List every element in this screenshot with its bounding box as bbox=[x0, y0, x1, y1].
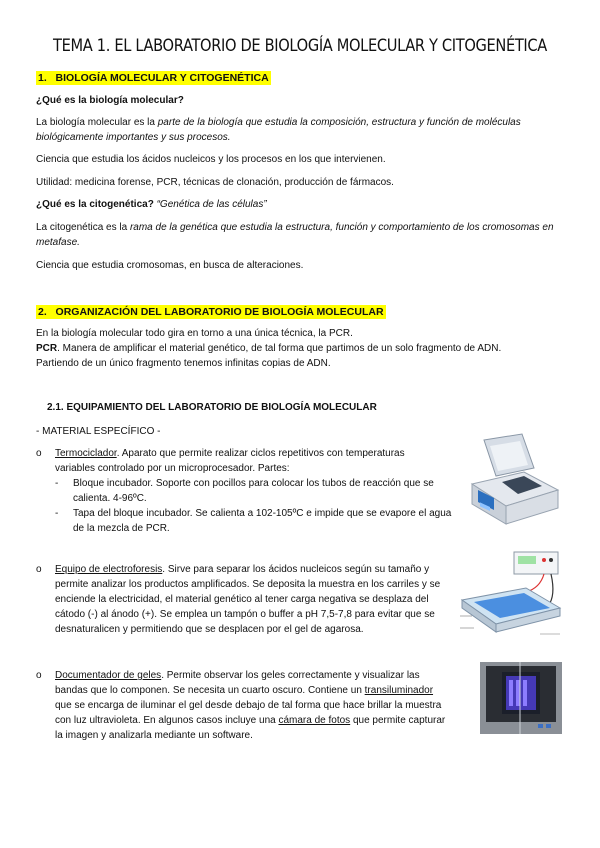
page-title: TEMA 1. EL LABORATORIO DE BIOLOGÍA MOLECULAR Y CITOGENÉTICA bbox=[53, 36, 547, 56]
bullet-termociclador: o bbox=[36, 448, 42, 459]
item-electroforesis: Equipo de electroforesis. Sirve para separar los ácidos nucleicos según su tamaño y permite analizar los productos amplificados. Se deposita la muestra en los carriles y se enciende la electricidad, el material genético al tener carga negativa se desplaza del cátodo (-) al ánodo (+). Se emplea un tampón o buffer a pH 7,5-7,8 para evitar que se desnaturalicen y permitiendo que se desplacen por el gel de agarosa. bbox=[55, 564, 441, 635]
section-1-number: 1. bbox=[38, 72, 47, 84]
thermocycler-image bbox=[462, 432, 564, 528]
section-1-heading bbox=[36, 68, 271, 86]
item-termociclador: Termociclador. Aparato que permite realizar ciclos repetitivos con temperaturas variables controlado por un microprocesador. Partes: bbox=[55, 448, 405, 474]
question-citogenetica: ¿Qué es la citogenética? “Genética de las células” bbox=[36, 199, 267, 210]
transiluminador-term: transiluminador bbox=[364, 685, 434, 696]
paragraph-utilidad: Utilidad: medicina forense, PCR, técnicas de clonación, producción de fármacos. bbox=[36, 177, 394, 188]
paragraph-biologia-molecular: La biología molecular es la parte de la biología que estudia la composición, estructura y función de moléculas biológicamente importantes y sus procesos. bbox=[36, 117, 521, 143]
part-tapa-bloque: Tapa del bloque incubador. Se calienta a 102-105ºC e impide que se evapore el agua de la mezcla de PCR. bbox=[73, 508, 452, 534]
bullet-electroforesis: o bbox=[36, 564, 42, 575]
subsection-2-1-heading: 2.1. EQUIPAMIENTO DEL LABORATORIO DE BIOLOGÍA MOLECULAR bbox=[47, 402, 377, 413]
section-2-title: ORGANIZACIÓN DEL LABORATORIO DE BIOLOGÍA MOLECULAR bbox=[55, 306, 384, 318]
paragraph-acidos-nucleicos: Ciencia que estudia los ácidos nucleicos y los procesos en los que intervienen. bbox=[36, 154, 386, 165]
paragraph-citogenetica: La citogenética es la rama de la genética que estudia la estructura, función y comportamiento de los cromosomas en metafase. bbox=[36, 222, 554, 248]
material-especifico-label: - MATERIAL ESPECÍFICO - bbox=[36, 426, 161, 437]
question-biologia-molecular: ¿Qué es la biología molecular? bbox=[36, 95, 184, 106]
bullet-documentador: o bbox=[36, 670, 42, 681]
electrophoresis-image bbox=[456, 548, 572, 640]
termociclador-term: Termociclador bbox=[55, 448, 117, 459]
gel-documenter-image bbox=[476, 658, 566, 738]
camara-fotos-term: cámara de fotos bbox=[278, 715, 351, 726]
documentador-term: Documentador de geles bbox=[55, 670, 162, 681]
dash-2: - bbox=[55, 508, 59, 519]
paragraph-cromosomas: Ciencia que estudia cromosomas, en busca de alteraciones. bbox=[36, 260, 304, 271]
paragraph-pcr: En la biología molecular todo gira en torno a una única técnica, la PCR. PCR. Manera de amplificar el material genético, de tal forma que partimos de un solo fragmento de ADN. Partiendo de un único fragmento tenemos infinitas copias de ADN. bbox=[36, 328, 502, 369]
electroforesis-term: Equipo de electroforesis bbox=[55, 564, 163, 575]
section-2-number: 2. bbox=[38, 306, 47, 318]
section-1-title: BIOLOGÍA MOLECULAR Y CITOGENÉTICA bbox=[55, 72, 269, 84]
dash-1: - bbox=[55, 478, 59, 489]
part-bloque-incubador: Bloque incubador. Soporte con pocillos para colocar los tubos de reacción que se calienta. 4-96ºC. bbox=[73, 478, 434, 504]
item-documentador: Documentador de geles. Permite observar los geles correctamente y visualizar las bandas que lo componen. Se necesita un cuarto oscuro. Contiene un transiluminador que se encarga de iluminar el gel desde debajo de tal forma que hace brillar la muestra con luz ultravioleta. En algunos casos incluye una cámara de fotos que permite capturar la imagen y analizarla mediante un software. bbox=[55, 670, 446, 741]
section-2-heading bbox=[36, 302, 386, 320]
